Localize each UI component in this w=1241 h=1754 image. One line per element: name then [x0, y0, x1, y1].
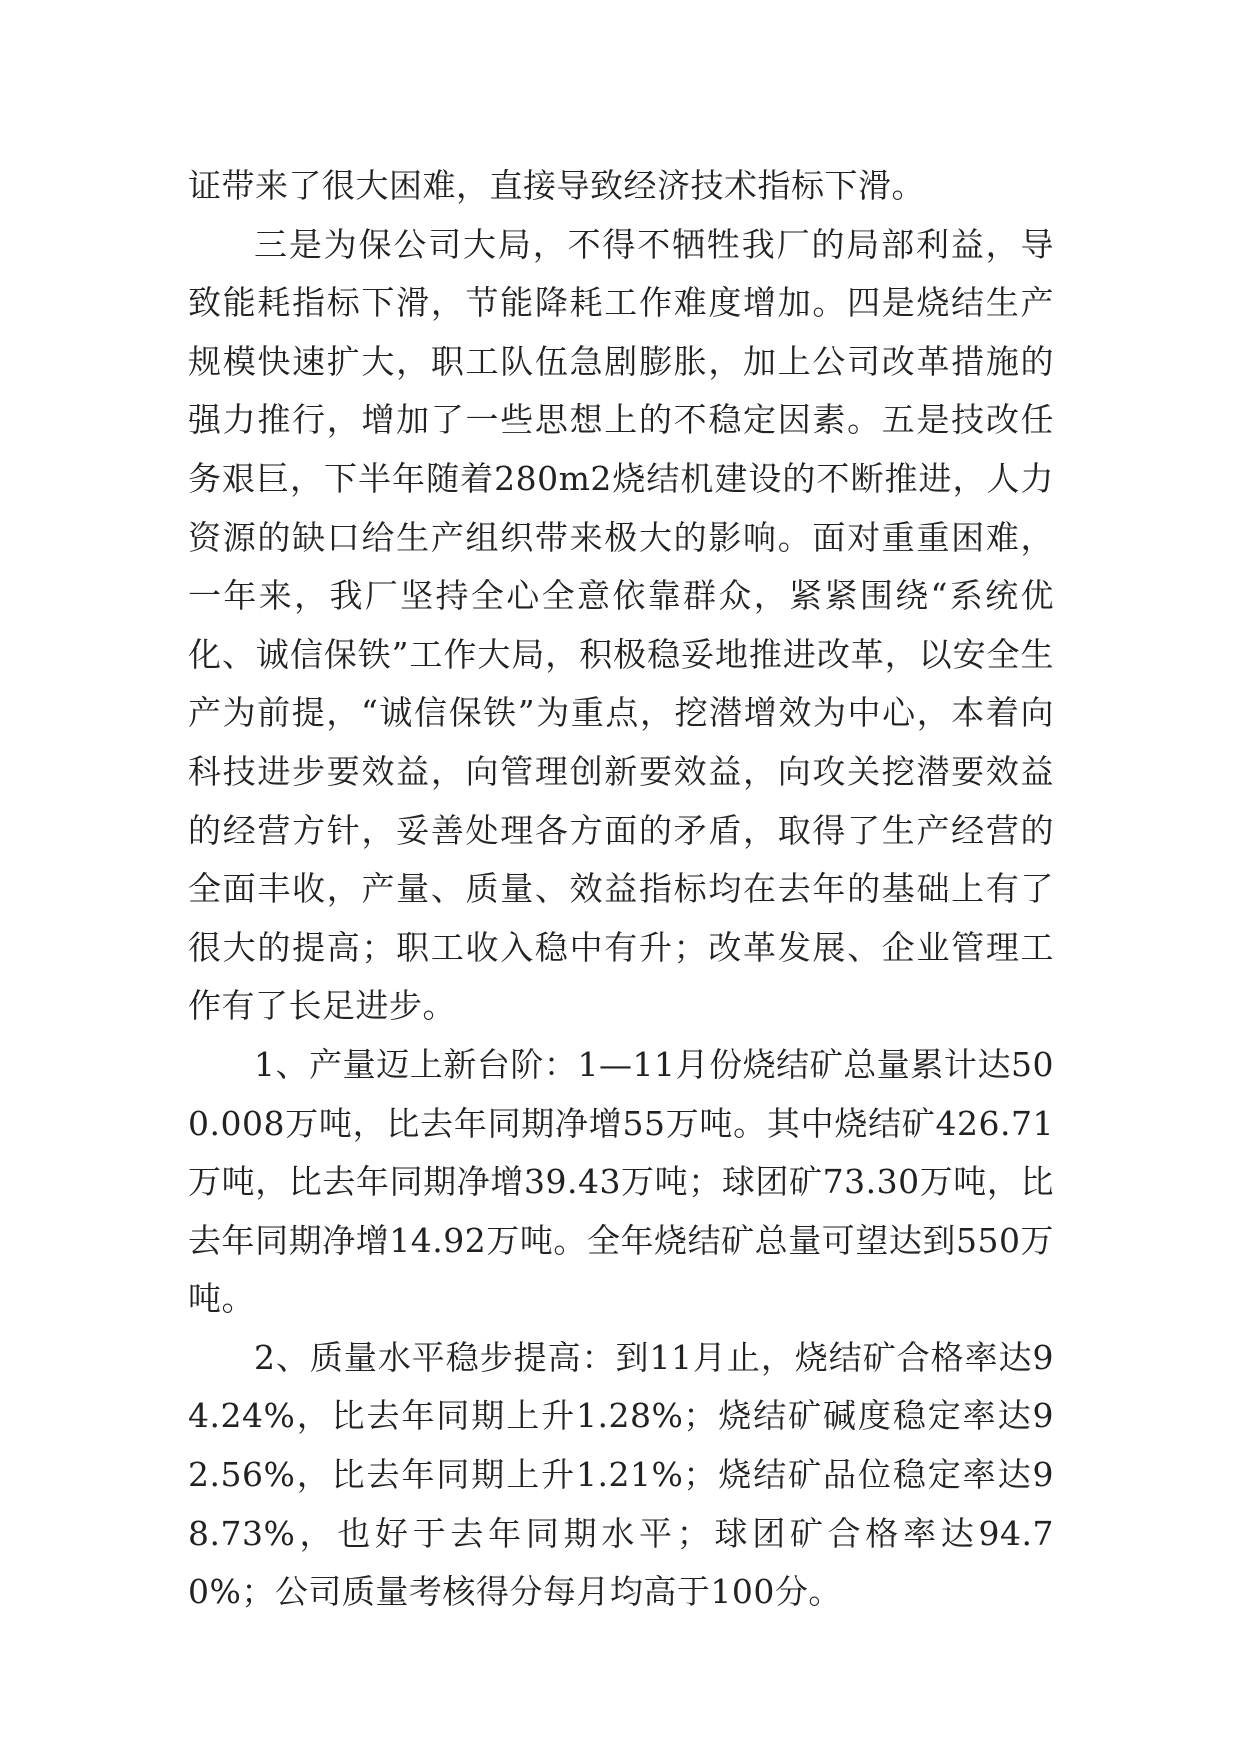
- body-text: [188, 157, 1054, 1622]
- paragraph-continuation: 证带来了很大困难，直接导致经济技术指标下滑。: [188, 166, 925, 205]
- paragraph-quality: 2、质量水平稳步提高：到11月止，烧结矿合格率达94.24%，比去年同期上升1.28%；烧结矿碱度稳定率达92.56%，比去年同期上升1.21%；烧结矿品位稳定率达98.73%，也好于去年同期水平；球团矿合格率达94.70%；公司质量考核得分每月均高于100分。: [188, 1337, 1054, 1612]
- paragraph-output: 1、产量迈上新台阶：1—11月份烧结矿总量累计达500.008万吨，比去年同期净增55万吨。其中烧结矿426.71万吨，比去年同期净增39.43万吨；球团矿73.30万吨，比去年同期净增14.92万吨。全年烧结矿总量可望达到550万吨。: [188, 1044, 1054, 1319]
- paragraph-difficulties: 三是为保公司大局，不得不牺牲我厂的局部利益，导致能耗指标下滑，节能降耗工作难度增加。四是烧结生产规模快速扩大，职工队伍急剧膨胀，加上公司改革措施的强力推行，增加了一些思想上的不稳定因素。五是技改任务艰巨，下半年随着280m2烧结机建设的不断推进，人力资源的缺口给生产组织带来极大的影响。面对重重困难，一年来，我厂坚持全心全意依靠群众，紧紧围绕“系统优化、诚信保铁”工作大局，积极稳妥地推进改革，以安全生产为前提，“诚信保铁”为重点，挖潜增效为中心，本着向科技进步要效益，向管理创新要效益，向攻关挖潜要效益的经营方针，妥善处理各方面的矛盾，取得了生产经营的全面丰收，产量、质量、效益指标均在去年的基础上有了很大的提高；职工收入稳中有升；改革发展、企业管理工作有了长足进步。: [188, 224, 1054, 1026]
